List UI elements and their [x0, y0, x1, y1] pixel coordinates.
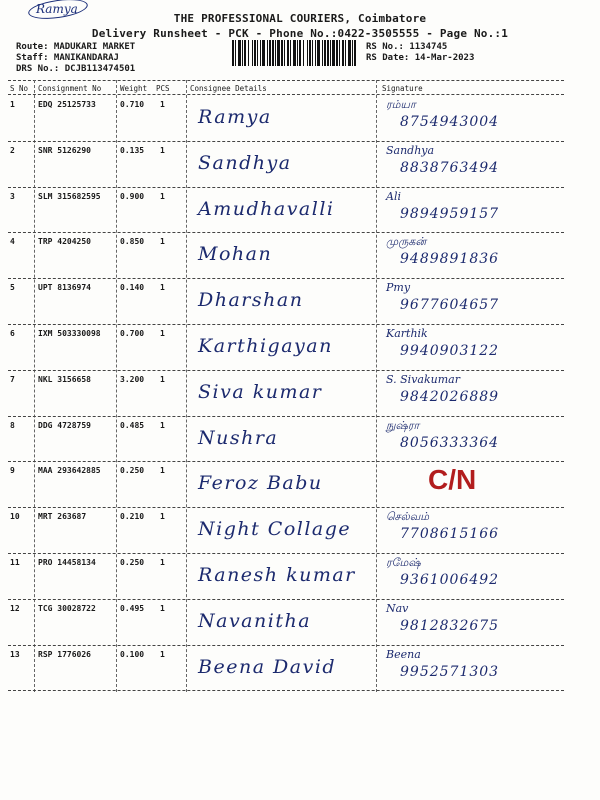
runsheet-title: Delivery Runsheet - PCK - Phone No.:0422-3505555 - Page No.:1	[91, 27, 509, 40]
row-consignee: Dharshan	[198, 289, 304, 312]
barcode-bar	[262, 40, 265, 66]
col-signature-header: Signature	[382, 84, 423, 93]
table-row	[8, 142, 564, 188]
barcode	[232, 40, 356, 66]
table-row	[8, 233, 564, 279]
barcode-bar	[260, 40, 261, 66]
row-signature: Beena	[386, 647, 421, 661]
barcode-bar	[269, 40, 271, 66]
row-signature: S. Sivakumar	[386, 372, 460, 386]
row-signature: Sandhya	[386, 143, 435, 157]
row-consignee: Beena David	[198, 655, 337, 678]
row-weight: 0.135	[120, 145, 145, 155]
row-consignment-no: RSP 1776026	[38, 649, 91, 659]
barcode-bar	[290, 40, 291, 66]
row-consignment-no: NKL 3156658	[38, 374, 91, 384]
route: Route: MADUKARI MARKET	[16, 42, 136, 52]
col-consignment-header: Consignment No	[38, 84, 102, 93]
table-row	[8, 462, 564, 508]
barcode-bar	[232, 40, 234, 66]
barcode-bar	[317, 40, 320, 66]
barcode-bar	[330, 40, 331, 66]
row-signature: Karthik	[386, 327, 428, 340]
row-consignee: Siva kumar	[198, 380, 323, 403]
row-signature: Pmy	[386, 281, 411, 295]
col-consignee-header: Consignee Details	[190, 84, 267, 93]
row-weight: 0.850	[120, 237, 145, 247]
barcode-bar	[297, 40, 298, 66]
col-pcs-header: PCS	[156, 84, 170, 93]
barcode-bar	[327, 40, 329, 66]
row-weight: 3.200	[120, 374, 145, 384]
staff: Staff: MANIKANDARAJ	[16, 53, 119, 63]
row-signature: ரம்யா	[386, 98, 416, 111]
row-sno: 3	[10, 191, 15, 201]
row-phone: 8056333364	[400, 434, 500, 451]
row-sno: 7	[10, 374, 15, 384]
barcode-bar	[284, 40, 285, 66]
corner-note: Ramya	[36, 2, 78, 16]
barcode-bar	[315, 40, 316, 66]
barcode-bar	[312, 40, 313, 66]
row-sno: 9	[10, 466, 15, 476]
row-phone: 9940903122	[400, 343, 500, 359]
row-pcs: 1	[160, 329, 165, 338]
table-row	[8, 96, 564, 142]
row-consignment-no: MAA 293642885	[38, 466, 101, 476]
barcode-bar	[238, 40, 241, 66]
col-sno-header: S No	[10, 84, 29, 93]
barcode-bar	[281, 40, 283, 66]
barcode-bar	[307, 40, 308, 66]
row-pcs: 1	[160, 649, 165, 659]
row-signature: Ali	[386, 189, 401, 203]
barcode-bar	[254, 40, 256, 66]
row-sno: 12	[10, 603, 20, 613]
barcode-bar	[275, 40, 276, 66]
row-consignee: Feroz Babu	[198, 472, 323, 495]
row-sno: 11	[10, 558, 20, 567]
row-phone: 8754943004	[400, 114, 500, 130]
row-phone: 9842026889	[400, 388, 500, 405]
row-pcs: 1	[160, 603, 165, 613]
row-sno: 5	[10, 283, 15, 293]
row-consignment-no: SNR 5126290	[38, 145, 91, 155]
barcode-bar	[352, 40, 353, 66]
barcode-bar	[235, 40, 236, 66]
table-row	[8, 325, 564, 371]
row-consignee: Karthigayan	[198, 335, 333, 357]
barcode-bar	[242, 40, 243, 66]
row-sno: 4	[10, 237, 15, 247]
row-cn-stamp: C/N	[428, 464, 477, 496]
row-weight: 0.210	[120, 512, 145, 522]
row-phone: 7708615166	[400, 526, 500, 543]
barcode-bar	[272, 40, 274, 66]
row-pcs: 1	[160, 191, 165, 201]
row-phone: 9894959157	[400, 205, 500, 222]
row-weight: 0.250	[120, 466, 145, 476]
barcode-bar	[336, 40, 338, 66]
row-pcs: 1	[160, 512, 165, 522]
rule-header	[8, 94, 564, 95]
row-pcs: 1	[160, 374, 165, 384]
row-weight: 0.495	[120, 603, 145, 613]
row-pcs: 1	[160, 466, 165, 476]
row-consignee: Amudhavalli	[198, 197, 335, 220]
row-consignment-no: PRO 14458134	[38, 558, 96, 567]
row-phone: 9812832675	[400, 617, 500, 634]
table-row	[8, 646, 564, 692]
row-consignee: Nushra	[198, 426, 279, 449]
row-signature: Nav	[386, 601, 409, 615]
row-pcs: 1	[160, 237, 165, 247]
row-consignment-no: IXM 503330098	[38, 329, 101, 338]
rs-number: RS No.: 1134745	[366, 42, 448, 52]
row-consignee: Ranesh kumar	[198, 564, 356, 586]
barcode-bar	[257, 40, 258, 66]
row-sno: 2	[10, 145, 15, 155]
row-sno: 8	[10, 420, 15, 430]
row-consignee: Mohan	[198, 243, 273, 266]
row-phone: 9952571303	[400, 663, 500, 680]
barcode-bar	[354, 40, 356, 66]
row-consignment-no: SLM 315682595	[38, 191, 101, 201]
barcode-bar	[348, 40, 351, 66]
row-signature: ரமேஷ்	[386, 556, 421, 569]
barcode-bar	[309, 40, 311, 66]
row-sno: 10	[10, 512, 20, 522]
barcode-bar	[267, 40, 268, 66]
barcode-bar	[342, 40, 344, 66]
row-weight: 0.100	[120, 649, 145, 659]
row-consignment-no: TRP 4204250	[38, 237, 91, 247]
row-sno: 13	[10, 649, 20, 659]
row-pcs: 1	[160, 558, 165, 567]
barcode-bar	[324, 40, 326, 66]
row-weight: 0.485	[120, 420, 145, 430]
row-signature: முருகன்	[386, 235, 427, 249]
row-consignee: Ramya	[198, 106, 272, 128]
barcode-bar	[299, 40, 301, 66]
barcode-bar	[244, 40, 246, 66]
row-phone: 9677604657	[400, 297, 500, 314]
row-phone: 8838763494	[400, 159, 500, 176]
row-consignment-no: TCG 30028722	[38, 603, 96, 613]
table-row	[8, 600, 564, 646]
barcode-bar	[293, 40, 296, 66]
row-sno: 1	[10, 100, 15, 109]
row-sno: 6	[10, 329, 15, 338]
rs-date: RS Date: 14-Mar-2023	[366, 53, 475, 63]
row-weight: 0.140	[120, 283, 145, 293]
barcode-bar	[339, 40, 340, 66]
table-row	[8, 508, 564, 554]
row-phone: 9361006492	[400, 572, 500, 588]
row-consignment-no: EDQ 25125733	[38, 100, 96, 109]
row-consignment-no: MRT 263687	[38, 512, 87, 522]
barcode-bar	[345, 40, 346, 66]
row-consignee: Navanitha	[198, 609, 312, 632]
barcode-bar	[277, 40, 280, 66]
barcode-bar	[248, 40, 249, 66]
row-weight: 0.710	[120, 100, 145, 109]
row-weight: 0.900	[120, 191, 145, 201]
company-title: THE PROFESSIONAL COURIERS, Coimbatore	[173, 12, 427, 25]
table-row	[8, 417, 564, 463]
barcode-bar	[303, 40, 304, 66]
row-signature: செல்வம்	[386, 510, 430, 524]
barcode-bar	[332, 40, 335, 66]
row-pcs: 1	[160, 145, 165, 155]
barcode-bar	[252, 40, 253, 66]
row-consignee: Sandhya	[198, 151, 292, 174]
row-pcs: 1	[160, 420, 165, 430]
table-row	[8, 554, 564, 600]
col-weight-header: Weight	[120, 84, 148, 93]
table-row	[8, 279, 564, 325]
table-row	[8, 371, 564, 417]
row-pcs: 1	[160, 283, 165, 293]
row-weight: 0.700	[120, 329, 145, 338]
barcode-bar	[322, 40, 323, 66]
row-weight: 0.250	[120, 558, 145, 567]
row-consignment-no: UPT 8136974	[38, 283, 91, 293]
row-signature: நுஷ்ரா	[386, 418, 420, 432]
drs-number: DRS No.: DCJB113474501	[16, 64, 136, 74]
row-consignee: Night Collage	[198, 518, 352, 541]
row-divider	[8, 690, 564, 691]
barcode-bar	[287, 40, 289, 66]
rule-top	[8, 80, 564, 81]
table-row	[8, 188, 564, 234]
row-pcs: 1	[160, 100, 165, 109]
row-phone: 9489891836	[400, 251, 500, 268]
row-consignment-no: DDG 4728759	[38, 420, 91, 430]
